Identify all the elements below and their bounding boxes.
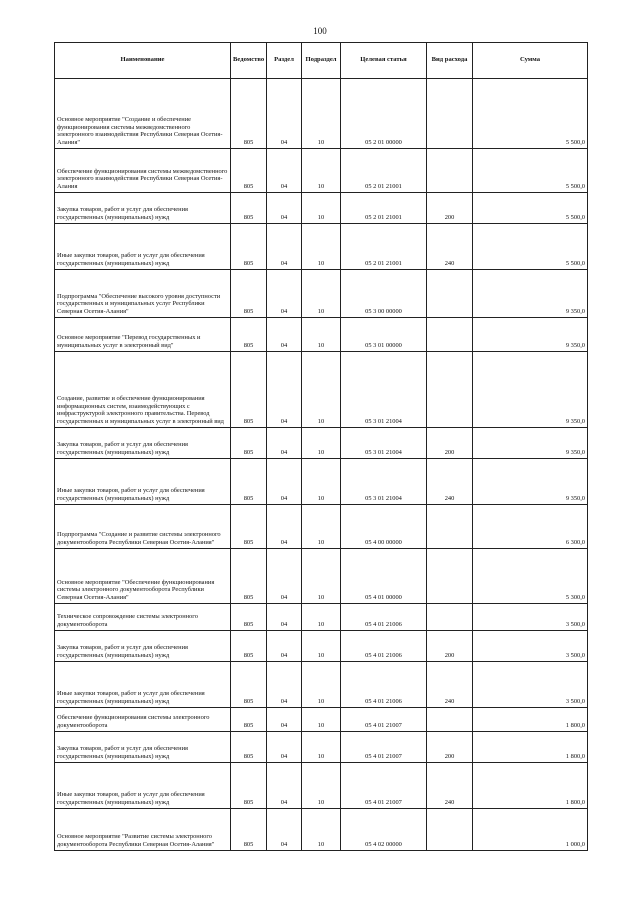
table-row [55,732,588,763]
row-vid-rashoda [427,809,473,851]
budget-table [54,42,588,851]
row-vid-rashoda [427,708,473,732]
row-vid-rashoda [427,270,473,318]
row-summa: 9 350,0 [473,352,588,428]
row-razdel: 04 [267,505,302,549]
row-podrazdel: 10 [302,549,341,604]
row-celevaya-statya: 05 4 00 00000 [341,505,427,549]
header-summa: Сумма [473,43,588,79]
row-name: Основное мероприятие "Обеспечение функционирования системы электронного документооборота Республики Северная Осетия-Алания" [55,549,231,604]
row-podrazdel: 10 [302,428,341,459]
row-razdel: 04 [267,631,302,662]
row-podrazdel: 10 [302,224,341,270]
row-podrazdel: 10 [302,763,341,809]
row-celevaya-statya: 05 2 01 21001 [341,224,427,270]
row-razdel: 04 [267,193,302,224]
row-podrazdel: 10 [302,809,341,851]
row-razdel: 04 [267,549,302,604]
row-summa: 3 500,0 [473,604,588,631]
row-celevaya-statya: 05 4 01 21006 [341,662,427,708]
table-row [55,604,588,631]
row-vedomstvo: 805 [231,79,267,149]
row-vid-rashoda: 240 [427,224,473,270]
row-summa: 9 350,0 [473,459,588,505]
row-vid-rashoda [427,549,473,604]
row-vedomstvo: 805 [231,193,267,224]
row-name: Подпрограмма "Обеспечение высокого уровня доступности государственных и муниципальных услуг Республики Северная Осетия-Алания" [55,270,231,318]
row-name: Закупка товаров, работ и услуг для обеспечения государственных (муниципальных) нужд [55,193,231,224]
row-vedomstvo: 805 [231,809,267,851]
row-celevaya-statya: 05 4 01 21006 [341,604,427,631]
row-podrazdel: 10 [302,505,341,549]
row-vedomstvo: 805 [231,149,267,193]
row-razdel: 04 [267,79,302,149]
row-celevaya-statya: 05 3 01 21004 [341,428,427,459]
row-vedomstvo: 805 [231,631,267,662]
row-name: Иные закупки товаров, работ и услуг для обеспечения государственных (муниципальных) нужд [55,662,231,708]
row-vid-rashoda: 200 [427,631,473,662]
row-razdel: 04 [267,270,302,318]
table-row [55,763,588,809]
row-summa: 1 800,0 [473,708,588,732]
row-name: Обеспечение функционирования системы электронного документооборота [55,708,231,732]
row-summa: 9 350,0 [473,318,588,352]
row-name: Обеспечение функционирования системы межведомственного электронного взаимодействия Республики Северная Осетия-Алания [55,149,231,193]
row-vid-rashoda [427,604,473,631]
table-body [55,79,588,851]
row-razdel: 04 [267,763,302,809]
row-vid-rashoda: 240 [427,763,473,809]
table-row [55,149,588,193]
row-razdel: 04 [267,732,302,763]
row-vid-rashoda: 200 [427,193,473,224]
row-podrazdel: 10 [302,79,341,149]
row-name: Закупка товаров, работ и услуг для обеспечения государственных (муниципальных) нужд [55,631,231,662]
table-row [55,79,588,149]
row-vedomstvo: 805 [231,270,267,318]
row-summa: 3 500,0 [473,662,588,708]
row-name: Закупка товаров, работ и услуг для обеспечения государственных (муниципальных) нужд [55,428,231,459]
row-summa: 3 500,0 [473,631,588,662]
row-razdel: 04 [267,662,302,708]
row-summa: 1 800,0 [473,732,588,763]
row-vid-rashoda: 200 [427,732,473,763]
row-celevaya-statya: 05 4 01 21006 [341,631,427,662]
row-vedomstvo: 805 [231,318,267,352]
table-row [55,631,588,662]
row-summa: 5 500,0 [473,224,588,270]
row-name: Основное мероприятие "Развитие системы электронного документооборота Республики Северная Осетия-Алания" [55,809,231,851]
row-podrazdel: 10 [302,149,341,193]
row-vid-rashoda: 240 [427,662,473,708]
row-vedomstvo: 805 [231,352,267,428]
row-razdel: 04 [267,318,302,352]
row-vedomstvo: 805 [231,662,267,708]
table-row [55,549,588,604]
header-vedomstvo: Ведомство [231,43,267,79]
row-celevaya-statya: 05 4 01 21007 [341,708,427,732]
row-celevaya-statya: 05 4 01 00000 [341,549,427,604]
row-celevaya-statya: 05 3 01 21004 [341,459,427,505]
row-name: Создание, развитие и обеспечение функционирования информационных систем, взаимодействующих с инфраструктурой электронного правительства. Перевод государственных и муниципальных услуг в электронный вид [55,352,231,428]
row-celevaya-statya: 05 3 00 00000 [341,270,427,318]
row-name: Иные закупки товаров, работ и услуг для обеспечения государственных (муниципальных) нужд [55,459,231,505]
row-podrazdel: 10 [302,459,341,505]
row-vedomstvo: 805 [231,459,267,505]
table-row [55,459,588,505]
row-summa: 5 500,0 [473,193,588,224]
row-summa: 1 000,0 [473,809,588,851]
row-vedomstvo: 805 [231,708,267,732]
row-podrazdel: 10 [302,318,341,352]
table-row [55,428,588,459]
row-razdel: 04 [267,352,302,428]
row-vid-rashoda: 200 [427,428,473,459]
row-vedomstvo: 805 [231,763,267,809]
row-name: Иные закупки товаров, работ и услуг для обеспечения государственных (муниципальных) нужд [55,224,231,270]
table-header-row [55,43,588,79]
header-vid-rashoda: Вид расхода [427,43,473,79]
row-summa: 9 350,0 [473,270,588,318]
row-celevaya-statya: 05 3 01 21004 [341,352,427,428]
row-summa: 9 350,0 [473,428,588,459]
row-vedomstvo: 805 [231,732,267,763]
row-razdel: 04 [267,428,302,459]
row-celevaya-statya: 05 2 01 21001 [341,193,427,224]
row-razdel: 04 [267,149,302,193]
row-vedomstvo: 805 [231,224,267,270]
row-vid-rashoda [427,505,473,549]
row-name: Подпрограмма "Создание и развитие системы электронного документооборота Республики Северная Осетия-Алания" [55,505,231,549]
header-razdel: Раздел [267,43,302,79]
row-celevaya-statya: 05 2 01 21001 [341,149,427,193]
table-row [55,505,588,549]
row-podrazdel: 10 [302,631,341,662]
row-razdel: 04 [267,604,302,631]
row-celevaya-statya: 05 4 01 21007 [341,732,427,763]
row-podrazdel: 10 [302,732,341,763]
table-row [55,662,588,708]
row-vid-rashoda [427,352,473,428]
row-name: Закупка товаров, работ и услуг для обеспечения государственных (муниципальных) нужд [55,732,231,763]
page-number: 100 [313,26,327,36]
row-vedomstvo: 805 [231,505,267,549]
row-razdel: 04 [267,224,302,270]
table-row [55,193,588,224]
row-summa: 5 300,0 [473,549,588,604]
row-podrazdel: 10 [302,662,341,708]
row-summa: 1 800,0 [473,763,588,809]
table-row [55,270,588,318]
row-razdel: 04 [267,708,302,732]
row-celevaya-statya: 05 2 01 00000 [341,79,427,149]
row-vedomstvo: 805 [231,604,267,631]
table-row [55,224,588,270]
row-vid-rashoda [427,149,473,193]
row-name: Основное мероприятие "Перевод государственных и муниципальных услуг в электронный вид" [55,318,231,352]
row-vedomstvo: 805 [231,549,267,604]
row-podrazdel: 10 [302,193,341,224]
row-vid-rashoda [427,79,473,149]
row-name: Иные закупки товаров, работ и услуг для обеспечения государственных (муниципальных) нужд [55,763,231,809]
row-summa: 6 300,0 [473,505,588,549]
row-vedomstvo: 805 [231,428,267,459]
row-celevaya-statya: 05 4 02 00000 [341,809,427,851]
row-summa: 5 500,0 [473,79,588,149]
table-row [55,318,588,352]
header-podrazdel: Подраздел [302,43,341,79]
header-celevaya-statya: Целевая статья [341,43,427,79]
row-name: Основное мероприятие "Создание и обеспечение функционирования системы межведомственного электронного взаимодействия Республики Северная Осетия-Алания" [55,79,231,149]
row-podrazdel: 10 [302,352,341,428]
row-celevaya-statya: 05 4 01 21007 [341,763,427,809]
header-name: Наименование [55,43,231,79]
row-razdel: 04 [267,809,302,851]
row-podrazdel: 10 [302,604,341,631]
row-name: Техническое сопровождение системы электронного документооборота [55,604,231,631]
row-podrazdel: 10 [302,708,341,732]
row-vid-rashoda [427,318,473,352]
table-row [55,809,588,851]
row-razdel: 04 [267,459,302,505]
row-summa: 5 500,0 [473,149,588,193]
row-podrazdel: 10 [302,270,341,318]
table-row [55,708,588,732]
table-row [55,352,588,428]
row-celevaya-statya: 05 3 01 00000 [341,318,427,352]
row-vid-rashoda: 240 [427,459,473,505]
